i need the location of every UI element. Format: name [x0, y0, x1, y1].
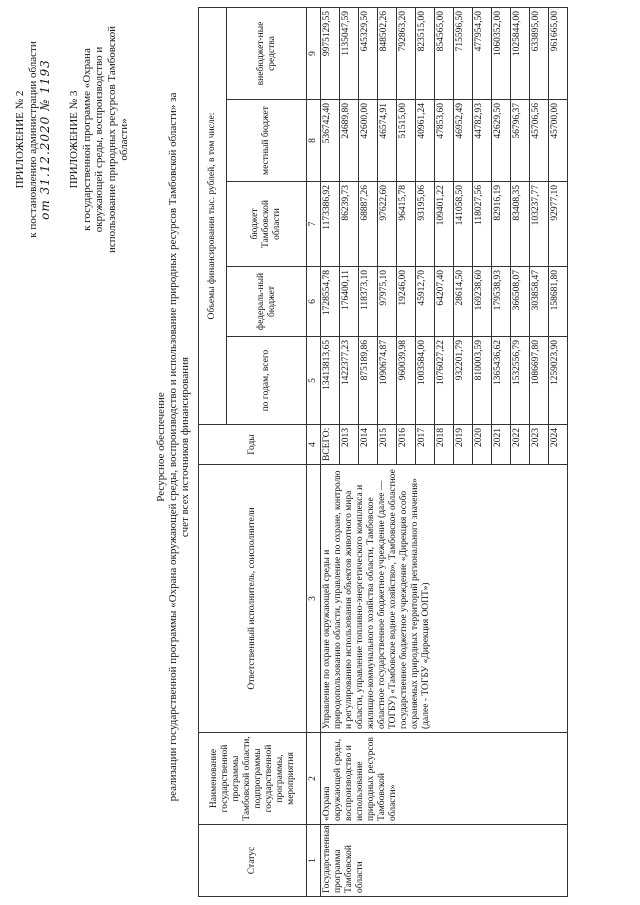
year-cell: 2014 [359, 425, 378, 465]
federal-cell: 179538,93 [492, 267, 511, 337]
federal-cell: 45912,70 [416, 267, 435, 337]
year-cell: 2024 [549, 425, 568, 465]
header-name: Наименование государственной программы Тамбовской области, подпрограммы государственной программы, мероприятия [199, 733, 307, 825]
appendix-3-line: к государственной программе «Охрана [80, 48, 93, 231]
column-index: 6 [307, 267, 321, 337]
federal-cell: 169238,60 [473, 267, 492, 337]
extra-cell: 477954,50 [473, 7, 492, 99]
local-cell: 47853,60 [435, 100, 454, 182]
rotated-landscape-sheet [8, 8, 632, 897]
year-cell: 2016 [397, 425, 416, 465]
header-executor: Ответственный исполнитель, соисполнители [199, 465, 307, 733]
column-index: 9 [307, 7, 321, 99]
year-cell: ВСЕГО: [321, 425, 340, 465]
total-cell: 13413813,65 [321, 337, 340, 425]
extra-cell: 9975129,55 [321, 7, 340, 99]
document-heading: Ресурсное обеспечение [155, 392, 167, 502]
name-cell: «Охрана окружающей среды, воспроизводство и использование природных ресурсов Тамбовской области» [321, 733, 568, 825]
federal-cell: 303858,47 [530, 267, 549, 337]
local-cell: 42600,00 [359, 100, 378, 182]
regional-cell: 141058,50 [454, 182, 473, 267]
extra-cell: 1135047,59 [340, 7, 359, 99]
total-cell: 1365436,62 [492, 337, 511, 425]
appendix-3-line: области» [118, 118, 130, 161]
extra-cell: 645329,50 [359, 7, 378, 99]
header-volumes: Объемы финансирования тыс. рублей, в том числе: [199, 7, 227, 424]
regional-cell: 109401,22 [435, 182, 454, 267]
local-cell: 536742,40 [321, 100, 340, 182]
appendix-3-block [68, 12, 131, 267]
extra-cell: 848502,26 [378, 7, 397, 99]
appendix-2-date-number: от 31.12.2020 № 1193 [38, 59, 52, 220]
appendix-3-line: использование природных ресурсов Тамбовской [105, 26, 118, 254]
total-cell: 875189,86 [359, 337, 378, 425]
header-federal: федераль-ный бюджет [227, 267, 307, 337]
year-cell: 2018 [435, 425, 454, 465]
federal-cell: 97975,10 [378, 267, 397, 337]
total-cell: 932201,79 [454, 337, 473, 425]
header-years: Годы [199, 425, 307, 465]
local-cell: 45706,56 [530, 100, 549, 182]
year-cell: 2023 [530, 425, 549, 465]
year-cell: 2015 [378, 425, 397, 465]
column-index: 5 [307, 337, 321, 425]
column-index: 8 [307, 100, 321, 182]
regional-cell: 82916,19 [492, 182, 511, 267]
extra-cell: 961665,00 [549, 7, 568, 99]
year-cell: 2019 [454, 425, 473, 465]
federal-cell: 19246,00 [397, 267, 416, 337]
header-row [199, 7, 227, 896]
extra-cell: 792863,20 [397, 7, 416, 99]
appendix-2-decree: к постановлению администрации области [26, 41, 39, 238]
extra-cell: 823515,00 [416, 7, 435, 99]
status-cell: Государственная программа Тамбовской области [321, 825, 568, 897]
column-index-row [307, 7, 321, 896]
total-cell: 1532556,79 [511, 337, 530, 425]
regional-cell: 92977,10 [549, 182, 568, 267]
column-index: 2 [307, 733, 321, 825]
federal-cell: 28614,50 [454, 267, 473, 337]
regional-cell: 83408,35 [511, 182, 530, 267]
regional-cell: 97622,60 [378, 182, 397, 267]
local-cell: 40961,24 [416, 100, 435, 182]
total-cell: 1076027,22 [435, 337, 454, 425]
column-index: 3 [307, 465, 321, 733]
year-cell: 2021 [492, 425, 511, 465]
year-cell: 2022 [511, 425, 530, 465]
federal-cell: 118373,10 [359, 267, 378, 337]
table-body [321, 7, 568, 896]
appendix-3-line: окружающей среды, воспроизводство и [93, 46, 105, 233]
year-cell: 2013 [340, 425, 359, 465]
federal-cell: 64207,40 [435, 267, 454, 337]
header-local: местный бюджет [227, 100, 307, 182]
extra-cell: 715596,50 [454, 7, 473, 99]
local-cell: 46574,91 [378, 100, 397, 182]
regional-cell: 96415,78 [397, 182, 416, 267]
header-regional: бюджет Тамбовской области [227, 182, 307, 267]
federal-cell: 366508,07 [511, 267, 530, 337]
year-cell: 2017 [416, 425, 435, 465]
total-cell: 960039,98 [397, 337, 416, 425]
total-cell: 1086697,80 [530, 337, 549, 425]
local-cell: 42629,50 [492, 100, 511, 182]
regional-cell: 68887,26 [359, 182, 378, 267]
document-title-block [155, 37, 191, 857]
federal-cell: 1728554,78 [321, 267, 340, 337]
extra-cell: 1060352,00 [492, 7, 511, 99]
appendix-3-title: ПРИЛОЖЕНИЕ № 3 [68, 90, 80, 189]
local-cell: 24689,80 [340, 100, 359, 182]
regional-cell: 118027,56 [473, 182, 492, 267]
regional-cell: 1173386,92 [321, 182, 340, 267]
federal-cell: 158681,80 [549, 267, 568, 337]
appendix-2-block [14, 12, 52, 267]
local-cell: 45700,00 [549, 100, 568, 182]
local-cell: 44782,93 [473, 100, 492, 182]
local-cell: 56796,37 [511, 100, 530, 182]
document-subtitle: реализации государственной программы «Охрана окружающей среды, воспроизводство и использование природных ресурсов Тамбовской области» за [167, 92, 179, 802]
total-cell: 1259023,90 [549, 337, 568, 425]
header-status: Статус [199, 825, 307, 897]
regional-cell: 103237,77 [530, 182, 549, 267]
total-cell: 1090674,87 [378, 337, 397, 425]
header-total: по годам, всего [227, 337, 307, 425]
local-cell: 51515,00 [397, 100, 416, 182]
table-row [321, 7, 340, 896]
resource-table [198, 7, 568, 897]
local-cell: 46952,49 [454, 100, 473, 182]
total-cell: 1003584,00 [416, 337, 435, 425]
federal-cell: 176400,11 [340, 267, 359, 337]
total-cell: 1422377,23 [340, 337, 359, 425]
regional-cell: 86239,73 [340, 182, 359, 267]
column-index: 7 [307, 182, 321, 267]
year-cell: 2020 [473, 425, 492, 465]
document-header [8, 8, 198, 897]
total-cell: 810003,59 [473, 337, 492, 425]
extra-cell: 1025844,00 [511, 7, 530, 99]
extra-cell: 633895,00 [530, 7, 549, 99]
executor-cell: Управление по охране окружающей среды и природопользованию области, управление по охране, контролю и регулированию использования объектов животного мира области, управление топливно-энергетического комплекса и жилищно-коммунального хозяйства области, Тамбовское областное государственное бюджетное учреждение (далее — ТОГБУ) «Тамбовское водное хозяйство», Тамбовское областное государственное бюджетное учреждение «Дирекция особо охраняемых природных территорий регионального значения» (далее - ТОГБУ «Дирекция ООПТ») [321, 465, 568, 733]
extra-cell: 854565,00 [435, 7, 454, 99]
appendix-2-title: ПРИЛОЖЕНИЕ № 2 [14, 90, 26, 189]
document-subtitle: счет всех источников финансирования [179, 356, 191, 538]
column-index: 1 [307, 825, 321, 897]
header-extra: внебюджет-ные средства [227, 7, 307, 99]
column-index: 4 [307, 425, 321, 465]
regional-cell: 93195,06 [416, 182, 435, 267]
